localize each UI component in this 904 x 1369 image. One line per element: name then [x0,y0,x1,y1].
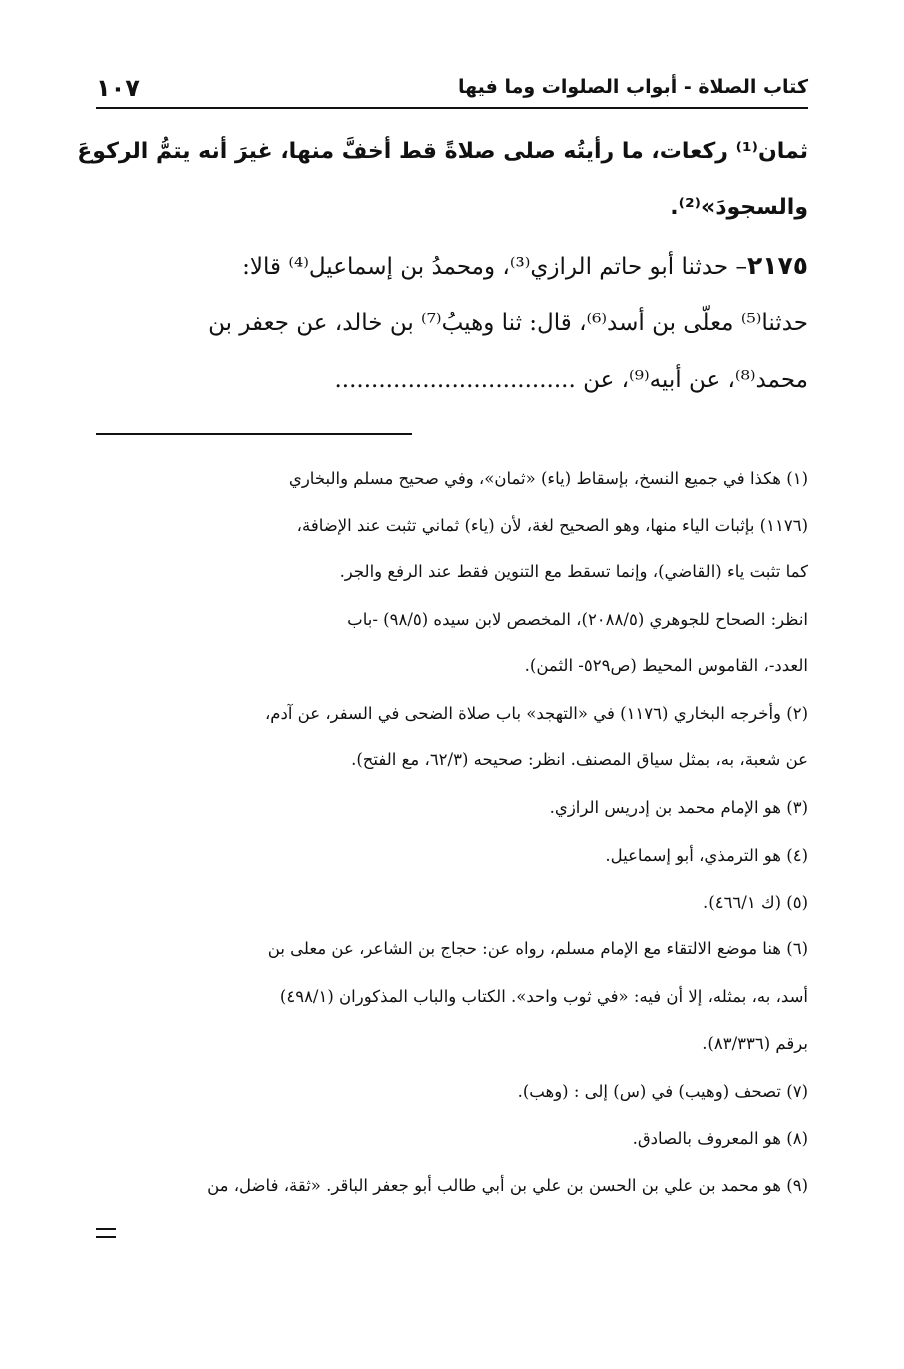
main-text-line: ثمان⁽¹⁾ ركعات، ما رأيتُه صلى صلاةً قط أخفَّ منها، غيرَ أنه يتمُّ الركوعَ [77,139,808,164]
main-text-line: حدثنا⁽⁵⁾ معلّى بن أسد⁽⁶⁾، قال: ثنا وهيبُ⁽⁷⁾ بن خالد، عن جعفر بن [208,310,808,336]
footnote-line: العدد-، القاموس المحيط (ص٥٢٩- الثمن). [524,656,808,675]
hadith-number: ٢١٧٥ [746,251,808,280]
footnote-separator [96,433,412,435]
continuation-mark [96,1228,116,1238]
main-text-line: محمد⁽⁸⁾، عن أبيه⁽⁹⁾، عن ................................. [334,367,808,393]
footnote-line: (١١٧٦) بإثبات الياء منها، وهو الصحيح لغة، لأن (ياء) ثماني تثبت عند الإضافة، [296,516,808,535]
running-header [96,76,808,104]
main-text-line: والسجودَ»⁽²⁾. [670,195,808,220]
footnote-line: (٢) وأخرجه البخاري (١١٧٦) في «التهجد» باب صلاة الضحى في السفر، عن آدم، [264,704,808,723]
header-title: كتاب الصلاة - أبواب الصلوات وما فيها [457,76,808,98]
footnote-line: (٦) هنا موضع الالتقاء مع الإمام مسلم، رواه عن: حجاج بن الشاعر، عن معلى بن [267,939,808,958]
footnote-line: (٥) (ك ٤٦٦/١). [703,893,808,912]
footnote-line: أسد، به، بمثله، إلا أن فيه: «في ثوب واحد». الكتاب والباب المذكوران (٤٩٨/١) [279,987,808,1006]
footnote-line: (٧) تصحف (وهيب) في (س) إلى : (وهب). [517,1082,808,1101]
hadith-line [96,238,808,295]
footnote-line: عن شعبة، به، بمثل سياق المصنف. انظر: صحيحه (٦٢/٣، مع الفتح). [351,750,808,769]
footnote-line: (٩) هو محمد بن علي بن الحسن بن علي بن أبي طالب أبو جعفر الباقر. «ثقة، فاضل، من [207,1176,808,1195]
footnote-line: (٤) هو الترمذي، أبو إسماعيل. [605,846,808,865]
footnote-line: (٨) هو المعروف بالصادق. [632,1129,808,1148]
footnote-line: انظر: الصحاح للجوهري (٢٠٨٨/٥)، المخصص لابن سيده (٩٨/٥) -باب [347,610,808,629]
header-rule [96,107,808,109]
footnote-line: كما تثبت ياء (القاضي)، وإنما تسقط مع التنوين فقط عند الرفع والجر. [339,562,808,581]
footnote-line: (٣) هو الإمام محمد بن إدريس الرازي. [549,798,808,817]
footnote-line: (١) هكذا في جميع النسخ، بإسقاط (ياء) «ثمان»، وفي صحيح مسلم والبخاري [288,469,808,488]
page-number: ١٠٧ [96,74,140,102]
footnote-line: برقم (٨٣/٣٣٦). [702,1034,808,1053]
hadith-text: – حدثنا أبو حاتم الرازي⁽³⁾، ومحمدُ بن إسماعيل⁽⁴⁾ قالا: [242,254,747,280]
